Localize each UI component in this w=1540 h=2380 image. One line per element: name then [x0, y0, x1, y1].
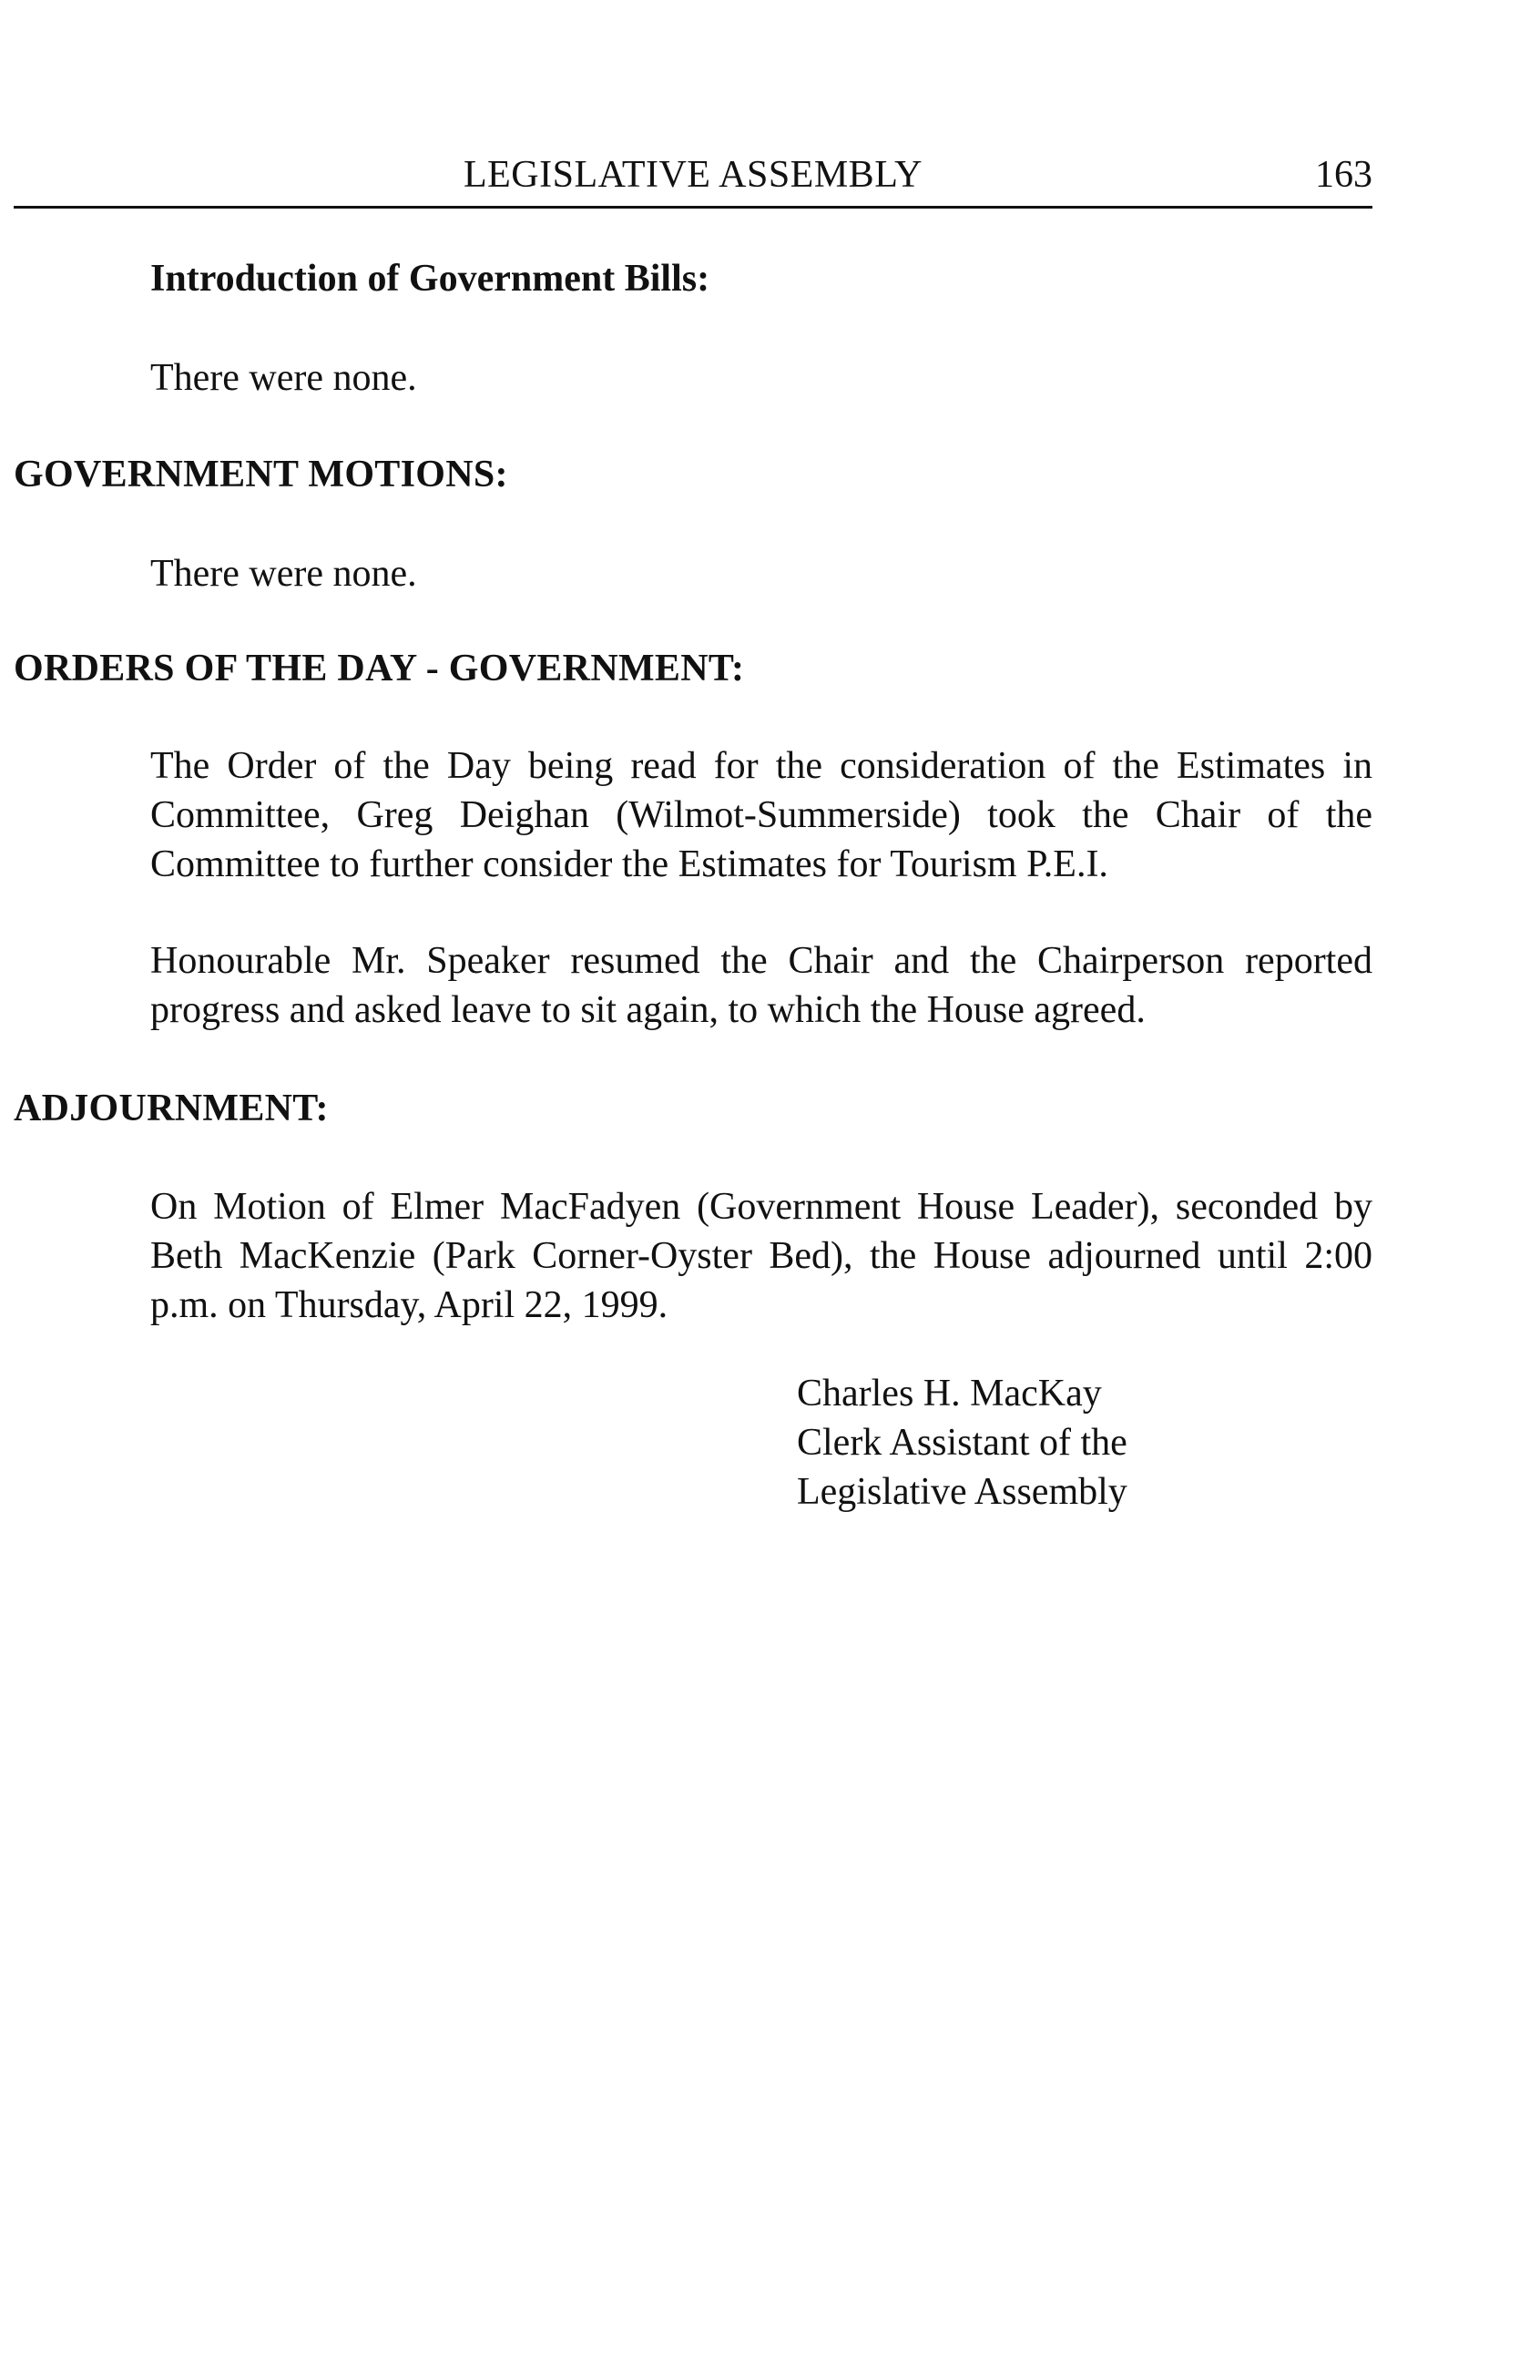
signatory-title-line-2: Legislative Assembly	[797, 1471, 1127, 1513]
section-heading-government-motions: GOVERNMENT MOTIONS:	[14, 454, 508, 495]
page-number: 163	[1315, 154, 1372, 196]
adjournment-paragraph: On Motion of Elmer MacFadyen (Government House Leader), seconded by Beth MacKenzie (Park Corner-Oyster Bed), the House adjourned until 2:00 p.m. on Thursday, April 22, 1999.	[150, 1186, 1372, 1326]
government-bills-text: There were none.	[150, 357, 417, 399]
government-motions-text: There were none.	[150, 553, 417, 595]
orders-paragraph-2: Honourable Mr. Speaker resumed the Chair and the Chairperson reported progress and asked leave to sit again, to which the House agreed.	[150, 940, 1372, 1031]
running-title: LEGISLATIVE ASSEMBLY	[464, 154, 923, 196]
header-rule	[14, 206, 1372, 209]
signature-block	[797, 1369, 1127, 1517]
section-heading-orders-of-the-day: ORDERS OF THE DAY - GOVERNMENT:	[14, 648, 745, 689]
signatory-title-line-1: Clerk Assistant of the	[797, 1422, 1127, 1464]
orders-paragraph-1: The Order of the Day being read for the consideration of the Estimates in Committee, Greg Deighan (Wilmot-Summerside) took the Chair of the Committee to further consider the Estimates for Tourism P.E.I.	[150, 745, 1372, 885]
section-heading-government-bills: Introduction of Government Bills:	[150, 258, 710, 300]
signatory-name: Charles H. MacKay	[797, 1373, 1102, 1415]
section-heading-adjournment: ADJOURNMENT:	[14, 1088, 329, 1129]
running-header	[14, 153, 1372, 206]
